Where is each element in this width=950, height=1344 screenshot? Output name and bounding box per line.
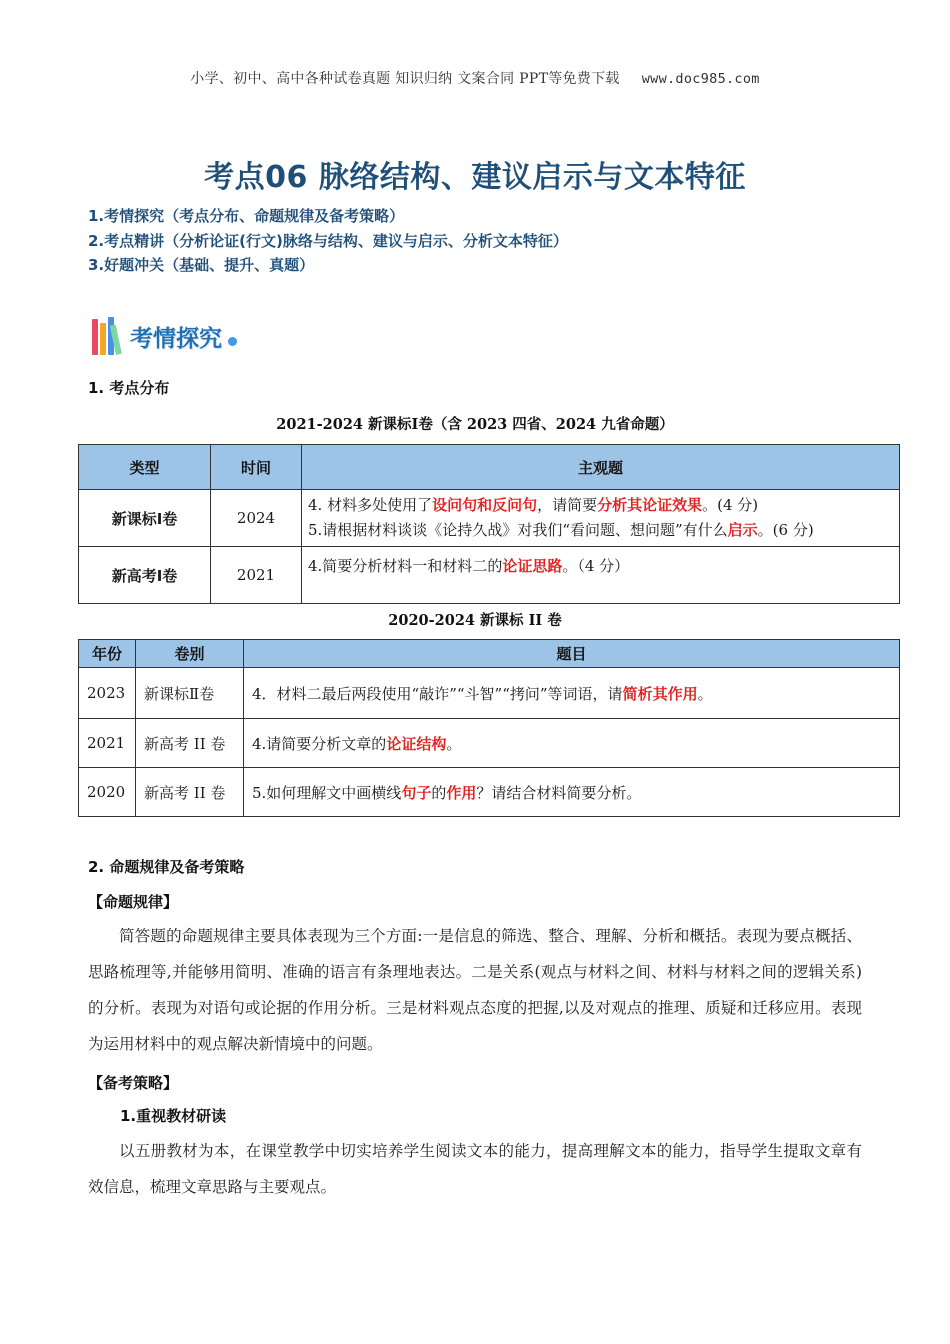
cell-question: 4．材料二最后两段使用“敲诈”“斗智”“拷问”等词语，请简析其作用。 [244,668,900,719]
section-heading: 1. 考点分布 [88,379,170,397]
column-header: 卷别 [136,640,244,668]
table-header-row [79,445,900,490]
strategy-label: 【备考策略】 [88,1074,179,1092]
cell-question: 4.请简要分析文章的论证结构。 [244,719,900,768]
rule-label: 【命题规律】 [88,893,179,911]
outline-item: 1.考情探究（考点分布、命题规律及备考策略） [88,207,405,225]
section-heading: 2. 命题规律及备考策略 [88,858,245,876]
table-new-curriculum-1 [78,444,900,604]
question-line: 5.请根据材料谈谈《论持久战》对我们“看问题、想问题”有什么启示。(6 分) [308,521,814,539]
cell-question [302,490,900,547]
outline-item: 3.好题冲关（基础、提升、真题） [88,256,315,274]
section-badge [92,316,237,356]
table1-caption: 2021-2024 新课标Ⅰ卷（含 2023 四省、2024 九省命题） [276,416,674,433]
cell-year: 2024 [211,490,302,547]
table-new-curriculum-2 [78,639,900,817]
column-header: 题目 [244,640,900,668]
dot-icon [228,337,237,346]
column-header: 年份 [79,640,136,668]
column-header: 主观题 [302,445,900,490]
rule-paragraph: 简答题的命题规律主要具体表现为三个方面:一是信息的筛选、整合、理解、分析和概括。表现为要点概括、思路梳理等,并能够用简明、准确的语言有条理地表达。二是关系(观点与材料之间、材料与材料之间的逻辑关系)的分析。表现为对语句或论据的作用分析。三是材料观点态度的把握,以及对观点的推理、质疑和迁移应用。表现为运用材料中的观点解决新情境中的问题。 [88,927,862,1053]
badge-label: 考情探究 [130,325,222,352]
table-row [79,719,900,768]
question-line: 4. 材料多处使用了设问句和反问句，请简要分析其论证效果。(4 分) [308,496,759,514]
cell-question: 4.简要分析材料一和材料二的论证思路。（4 分） [302,547,900,604]
cell-year: 2021 [211,547,302,604]
cell-paper: 新高考 II 卷 [136,768,244,817]
table2-caption: 2020-2024 新课标 II 卷 [388,612,562,629]
books-icon [92,317,122,355]
header-url[interactable]: www.doc985.com [641,71,760,87]
strategy-paragraph: 以五册教材为本，在课堂教学中切实培养学生阅读文本的能力，提高理解文本的能力，指导学生提取文章有效信息，梳理文章思路与主要观点。 [88,1142,862,1196]
cell-paper: 新高考 II 卷 [136,719,244,768]
cell-type: 新高考Ⅰ卷 [79,547,211,604]
cell-type: 新课标Ⅰ卷 [79,490,211,547]
cell-year: 2020 [79,768,136,817]
table-row [79,547,900,604]
column-header: 类型 [79,445,211,490]
header-text: 小学、初中、高中各种试卷真题 知识归纳 文案合同 PPT等免费下载 [190,71,620,87]
table-header-row [79,640,900,668]
column-header: 时间 [211,445,302,490]
outline [88,204,568,278]
outline-item: 2.考点精讲（分析论证(行文)脉络与结构、建议与启示、分析文本特征） [88,231,568,250]
table-row [79,490,900,547]
cell-year: 2021 [79,719,136,768]
page-header [0,68,950,88]
table-row [79,668,900,719]
cell-question: 5.如何理解文中画横线句子的作用？请结合材料简要分析。 [244,768,900,817]
strategy-subheading: 1.重视教材研读 [120,1107,227,1125]
page-title: 考点06 脉络结构、建议启示与文本特征 [204,160,746,195]
cell-year: 2023 [79,668,136,719]
cell-paper: 新课标Ⅱ卷 [136,668,244,719]
table-row [79,768,900,817]
